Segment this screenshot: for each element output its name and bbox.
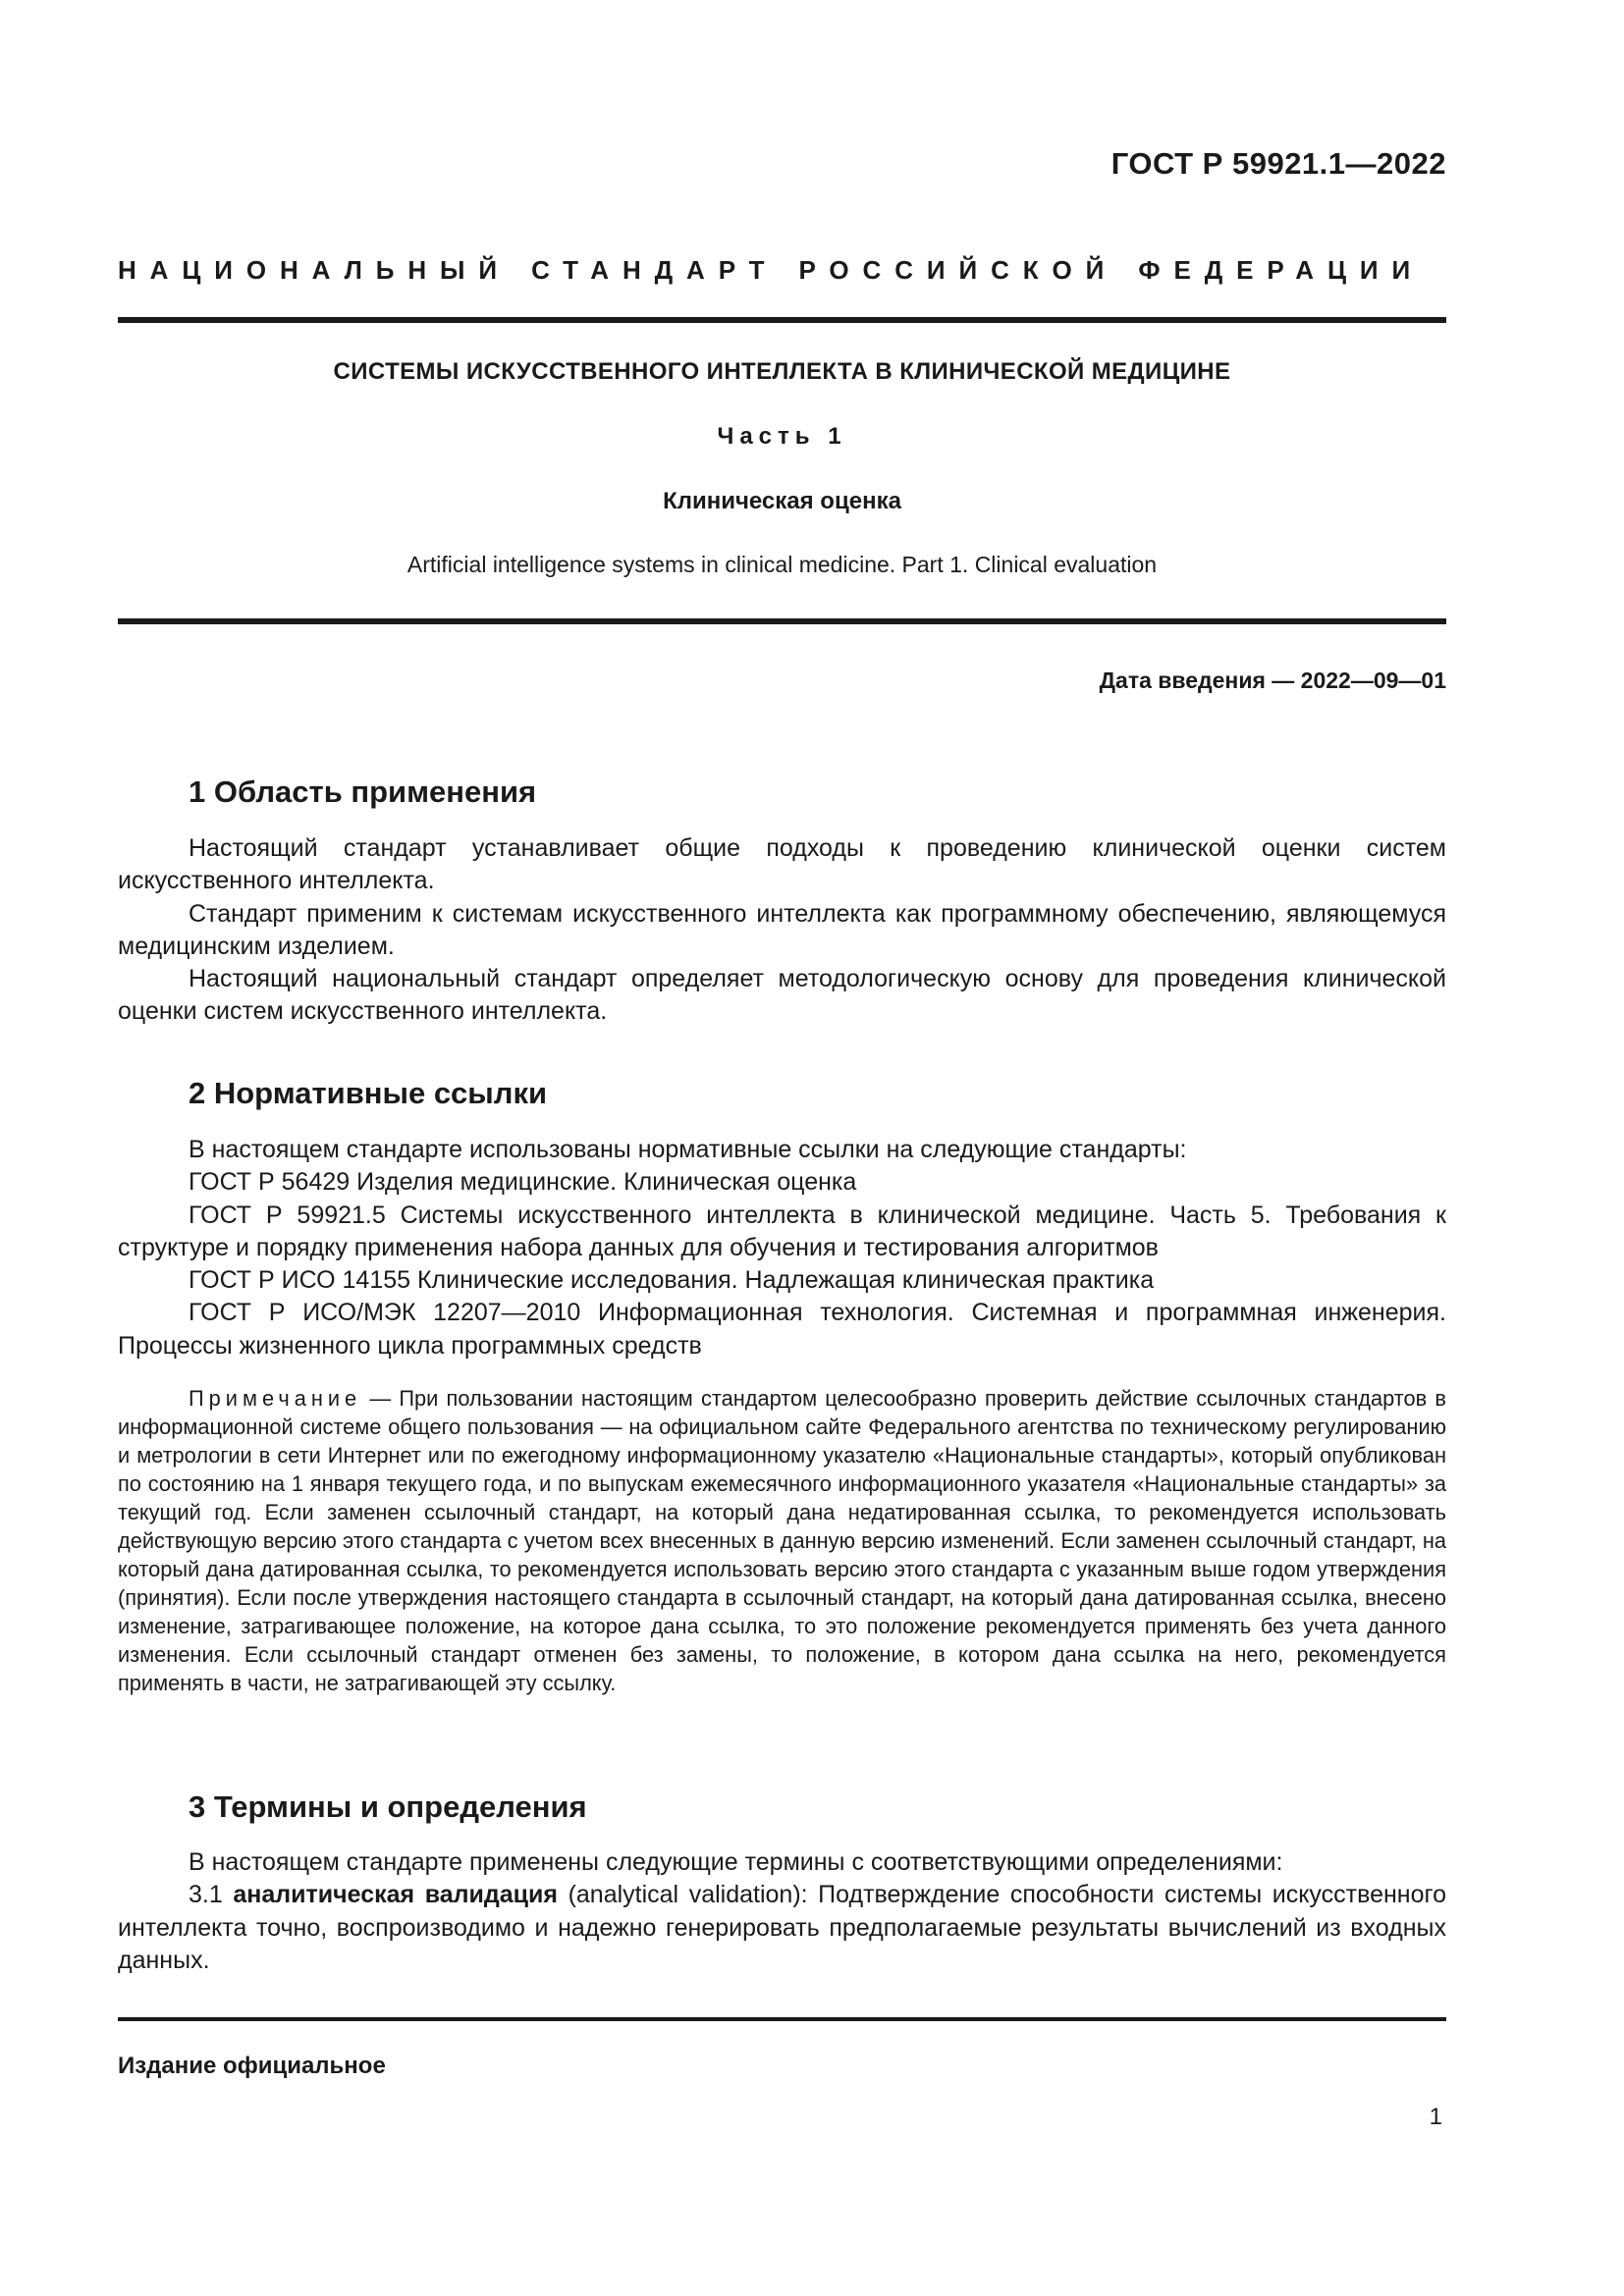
normative-intro: В настоящем стандарте использованы нормативные ссылки на следующие стандарты:: [189, 1136, 1187, 1163]
note-paragraph: [118, 1384, 1446, 1697]
footer-rule: [118, 2017, 1446, 2021]
scope-paragraph: Настоящий стандарт устанавливает общие подходы к проведению клинической оценки систем искусственного интеллекта.: [118, 834, 1446, 895]
normative-references-text: [118, 1134, 1446, 1362]
section-title-normative-references: 2 Нормативные ссылки: [189, 1076, 548, 1110]
document-title: СИСТЕМЫ ИСКУССТВЕННОГО ИНТЕЛЛЕКТА В КЛИНИЧЕСКОЙ МЕДИЦИНЕ: [333, 358, 1231, 385]
note-text: — При пользовании настоящим стандартом целесообразно проверить действие ссылочных стандартов в информационной системе общего пользования — на официальном сайте Федерального агентства по техническому регулированию и метрологии в сети Интернет или по ежегодному информационному указателю «Национальные стандарты», который опубликован по состоянию на 1 января текущего года, и по выпускам ежемесячного информационного указателя «Национальные стандарты» за текущий год. Если заменен ссылочный стандарт, на который дана недатированная ссылка, то рекомендуется использовать действующую версию этого стандарта с учетом всех внесенных в данную версию изменений. Если заменен ссылочный стандарт, на который дана датированная ссылка, то рекомендуется использовать версию этого стандарта с указанным выше годом утверждения (принятия). Если после утверждения настоящего стандарта в ссылочный стандарт, на который дана датированная ссылка, внесено изменение, затрагивающее положение, на которое дана ссылка, то это положение рекомендуется применять без учета данного изменения. Если ссылочный стандарт отменен без замены, то положение, в котором дана ссылка на него, рекомендуется применять в части, не затрагивающей эту ссылку.: [118, 1386, 1446, 1695]
page-number: 1: [1429, 2104, 1442, 2130]
document-page: [118, 0, 1446, 2296]
term-definition: (analytical validation): Подтверждение способности системы искусственного интеллекта точно, воспроизводимо и надежно генерировать предполагаемые результаты вычислений из входных данных.: [118, 1881, 1446, 1974]
english-title: Artificial intelligence systems in clinical medicine. Part 1. Clinical evaluation: [406, 552, 1158, 577]
normative-reference: ГОСТ Р 56429 Изделия медицинские. Клиническая оценка: [189, 1168, 857, 1197]
term-name: аналитическая валидация: [233, 1881, 558, 1909]
document-subtitle: Клиническая оценка: [663, 488, 901, 514]
scope-text: [118, 832, 1446, 1029]
terms-text: [118, 1846, 1446, 1977]
section-title-terms: 3 Термины и определения: [189, 1789, 587, 1824]
document-part: Часть 1: [717, 423, 847, 450]
top-rule: [118, 317, 1446, 323]
normative-reference: ГОСТ Р 59921.5 Системы искусственного интеллекта в клинической медицине. Часть 5. Требования к структуре и порядку применения набора данных для обучения и тестирования алгоритмов: [118, 1201, 1446, 1261]
scope-paragraph: Настоящий национальный стандарт определяет методологическую основу для проведения клинической оценки систем искусственного интеллекта.: [118, 965, 1446, 1026]
terms-intro: В настоящем стандарте применены следующие термины с соответствующими определениями:: [189, 1848, 1283, 1876]
document-code: ГОСТ Р 59921.1—2022: [1110, 146, 1446, 181]
term-number: 3.1: [189, 1881, 234, 1909]
normative-reference: ГОСТ Р ИСО/МЭК 12207—2010 Информационная технология. Системная и программная инженерия. Процессы жизненного цикла программных средств: [118, 1299, 1446, 1360]
term-entry: [118, 1879, 1446, 1977]
section-title-scope: 1 Область применения: [189, 774, 537, 809]
title-bottom-rule: [118, 618, 1446, 624]
note-label: Примечание: [189, 1386, 362, 1411]
normative-reference: ГОСТ Р ИСО 14155 Клинические исследования. Надлежащая клиническая практика: [189, 1266, 1155, 1295]
introduction-date: Дата введения — 2022—09—01: [1099, 667, 1446, 693]
scope-paragraph: Стандарт применим к системам искусственного интеллекта как программному обеспечению, являющемуся медицинским изделием.: [118, 899, 1446, 960]
national-standard-heading: НАЦИОНАЛЬНЫЙ СТАНДАРТ РОССИЙСКОЙ ФЕДЕРАЦИИ: [118, 255, 1425, 285]
official-edition-label: Издание официальное: [118, 2053, 386, 2079]
